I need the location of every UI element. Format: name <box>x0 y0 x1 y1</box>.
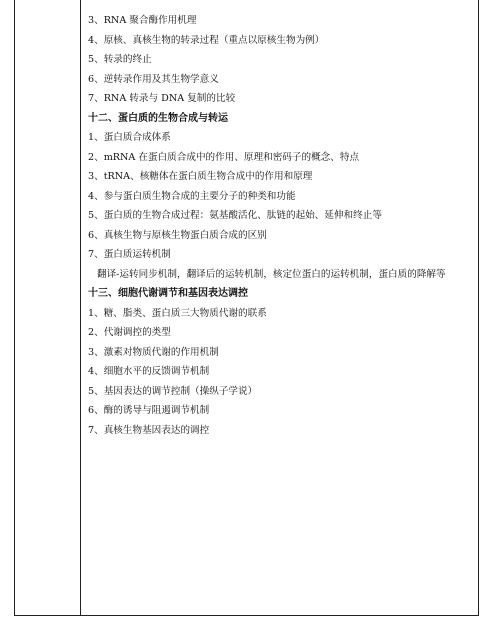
list-item: 2、代谢调控的类型 <box>88 327 171 338</box>
content-column <box>88 11 473 440</box>
list-item-detail: 翻译-运转同步机制，翻译后的运转机制，核定位蛋白的运转机制，蛋白质的降解等 <box>97 268 446 280</box>
list-item: 5、转录的终止 <box>88 54 152 65</box>
list-item: 7、蛋白质运转机制 <box>88 249 171 260</box>
list-item: 4、原核、真核生物的转录过程（重点以原核生物为例） <box>88 34 325 46</box>
list-item: 1、糖、脂类、蛋白质三大物质代谢的联系 <box>88 307 267 319</box>
list-item: 4、参与蛋白质生物合成的主要分子的种类和功能 <box>88 190 296 202</box>
list-item: 6、真核生物与原核生物蛋白质合成的区别 <box>88 229 267 241</box>
syllabus-table <box>14 0 479 616</box>
list-item: 3、激素对物质代谢的作用机制 <box>88 346 219 358</box>
list-item: 3、RNA 聚合酶作用机理 <box>88 15 197 26</box>
section-heading: 十二、蛋白质的生物合成与转运 <box>88 112 228 124</box>
section-heading: 十三、细胞代谢调节和基因表达调控 <box>88 288 248 299</box>
list-item: 6、酶的诱导与阻遏调节机制 <box>88 405 210 416</box>
list-item: 7、真核生物基因表达的调控 <box>88 424 210 436</box>
list-item: 1、蛋白质合成体系 <box>88 132 171 143</box>
list-item: 4、细胞水平的反馈调节机制 <box>88 366 210 377</box>
list-item: 6、逆转录作用及其生物学意义 <box>88 73 219 85</box>
list-item: 5、蛋白质的生物合成过程：氨基酸活化、肽链的起始、延伸和终止等 <box>88 210 382 221</box>
list-item: 5、基因表达的调节控制（操纵子学说） <box>88 385 258 397</box>
list-item: 7、RNA 转录与 DNA 复制的比较 <box>88 93 236 104</box>
list-item: 2、mRNA 在蛋白质合成中的作用、原理和密码子的概念、特点 <box>88 151 360 163</box>
label-column <box>15 0 81 615</box>
list-item: 3、tRNA、核糖体在蛋白质生物合成中的作用和原理 <box>88 171 313 182</box>
